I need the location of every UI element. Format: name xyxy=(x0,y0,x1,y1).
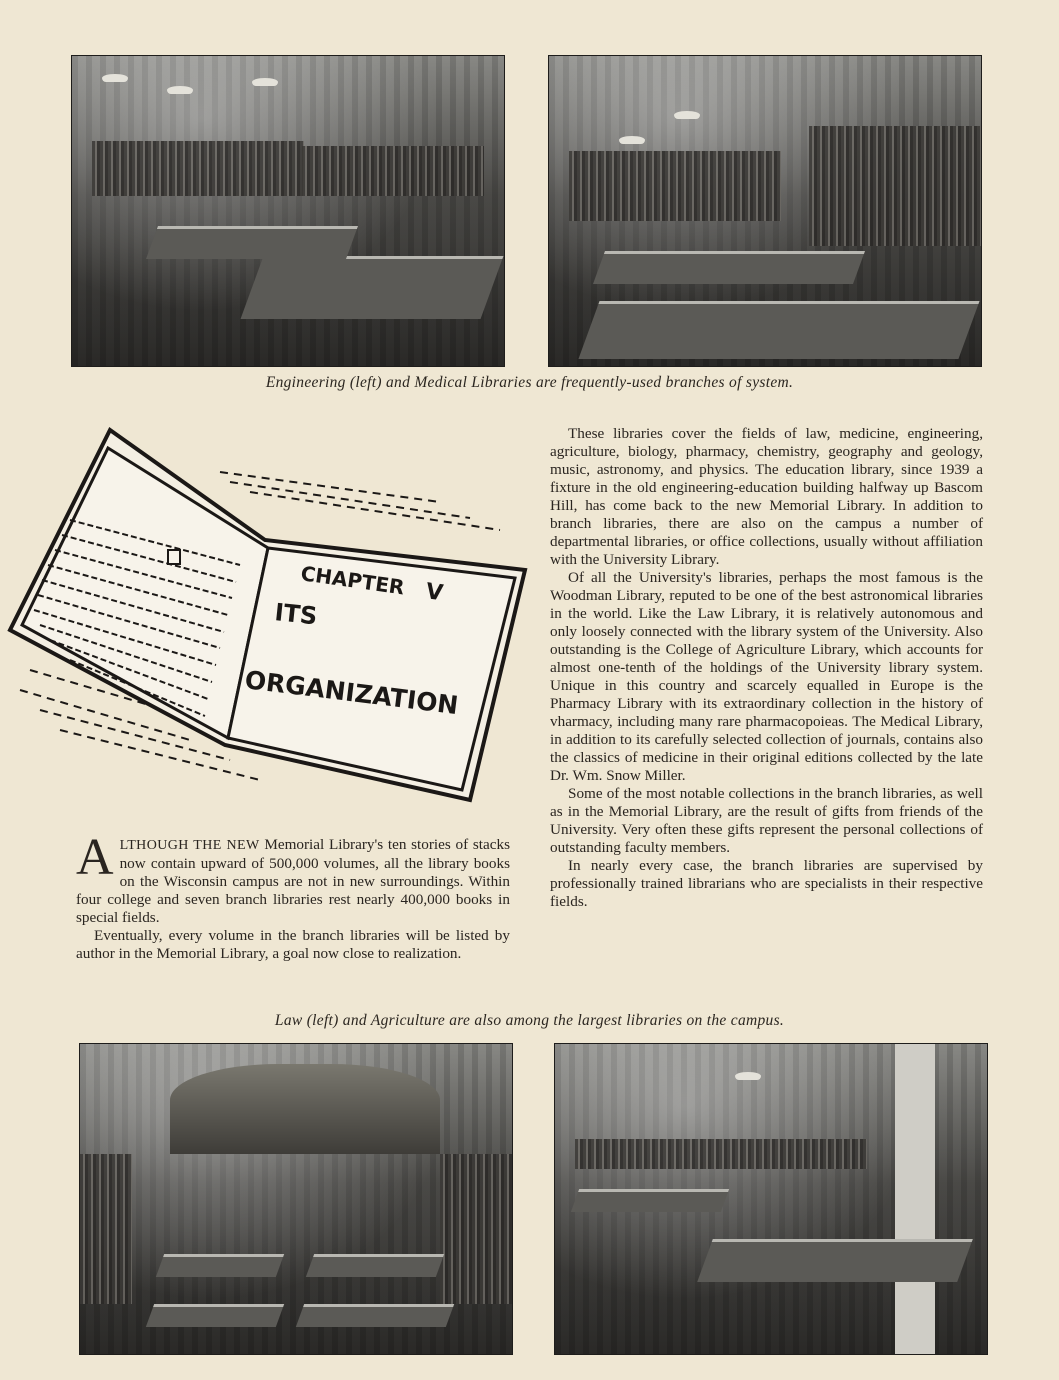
law-library-photo xyxy=(79,1043,513,1355)
bottom-caption: Law (left) and Agriculture are also among the largest libraries on the campus. xyxy=(274,1012,785,1029)
left-column-text xyxy=(76,829,510,963)
right-paragraph-3: Some of the most notable collections in the branch libraries, as well as in the Memorial Library, are the result of gifts from friends of the University. Very often these gifts represent the personal collections of outstanding faculty members. xyxy=(550,785,983,856)
engineering-library-photo xyxy=(71,55,505,367)
left-paragraph-1 xyxy=(76,829,510,927)
medical-library-photo xyxy=(548,55,982,367)
agriculture-library-photo xyxy=(554,1043,988,1355)
open-book-illustration xyxy=(0,420,540,820)
chapter-numeral: V xyxy=(424,579,445,607)
chapter-heading: CHAPTER xyxy=(299,561,406,600)
lead-smallcaps: LTHOUGH THE NEW xyxy=(119,838,260,853)
chapter-title-line1: ITS xyxy=(273,598,319,631)
top-caption: Engineering (left) and Medical Libraries are frequently-used branches of system. xyxy=(265,374,794,391)
right-paragraph-2: Of all the University's libraries, perhaps the most famous is the Woodman Library, reputed to be one of the best astronomical libraries in the world. Like the Law Library, it is relatively autonomous and only loosely connected with the library system of the University. Also outstanding is the College of Agriculture Library, which accounts for almost one-tenth of the holdings of the University library system. Unique in this country and scarcely equalled in Europe is the Pharmacy Library with its extraordinary collection in the history of vharmacy, including many rare pharmacopoieas. The Medical Library, in addition to its carefully selected collection of journals, contains also the classics of medicine in their original editions collected by the late Dr. Wm. Snow Miller. xyxy=(550,569,983,784)
drop-cap: A xyxy=(76,829,114,886)
left-paragraph-2: Eventually, every volume in the branch libraries will be listed by author in the Memorial Library, a goal now close to realization. xyxy=(76,927,510,962)
chapter-title-line2: ORGANIZATION xyxy=(243,665,460,721)
right-paragraph-1: These libraries cover the fields of law, medicine, engineering, agriculture, biology, pharmacy, chemistry, geography and geology, music, astronomy, and physics. The education library, since 1939 a fixture in the old engineering-education building halfway up Bascom Hill, has come back to the new Memorial Library. In addition to branch libraries, there are also on the campus a number of departmental libraries, or office collections, usually without affiliation with the University Library. xyxy=(550,425,983,568)
right-paragraph-4: In nearly every case, the branch libraries are supervised by professionally trained librarians who are specialists in their respective fields. xyxy=(550,857,983,910)
left-paragraph-1-rest: Memorial Library's ten stories of stacks now contain upward of 500,000 volumes, all the library books on the Wisconsin campus are not in new surroundings. Within four college and seven branch libraries rest nearly 400,000 books in special fields. xyxy=(76,836,510,926)
right-column-text xyxy=(550,425,983,911)
